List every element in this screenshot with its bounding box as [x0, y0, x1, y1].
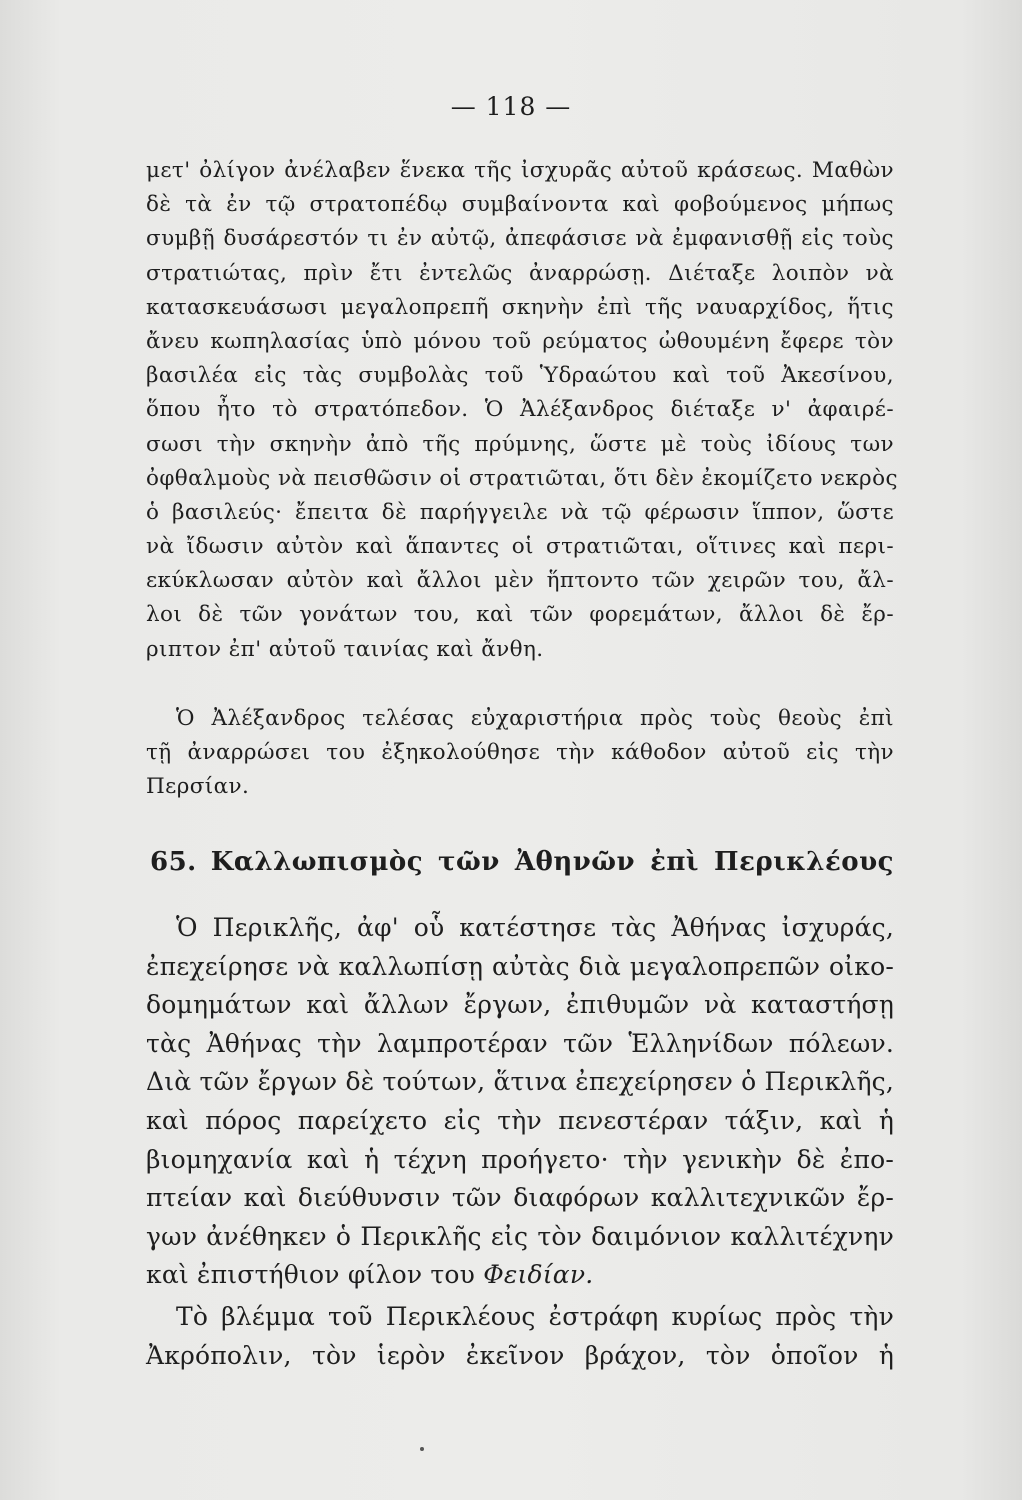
text-line: Ὁ Ἀλέξανδρος τελέσας εὐχαριστήρια πρὸς τοὺς θεοὺς ἐπὶ [176, 706, 894, 731]
section-heading [150, 840, 894, 884]
text-line: στρατιώτας, πρὶν ἔτι ἐντελῶς ἀναρρώσῃ. Διέταξε λοιπὸν νὰ [146, 260, 894, 286]
text-line: ὅπου ἦτο τὸ στρατόπεδον. Ὁ Ἀλέξανδρος διέταξε ν' ἀφαιρέ- [146, 397, 894, 423]
text-line: ἐπεχείρησε νὰ καλλωπίσῃ αὐτὰς διὰ μεγαλοπρεπῶν οἰκο- [146, 951, 894, 981]
text-line: νὰ ἴδωσιν αὐτὸν καὶ ἅπαντες οἱ στρατιῶται, οἵτινες καὶ περι- [146, 534, 894, 560]
text-line: ριπτον ἐπ' αὐτοῦ ταινίας καὶ ἄνθη. [146, 636, 544, 662]
text-line: πτείαν καὶ διεύθυνσιν τῶν διαφόρων καλλιτεχνικῶν ἔρ- [146, 1183, 894, 1213]
text-line: δομημάτων καὶ ἄλλων ἔργων, ἐπιθυμῶν νὰ καταστήσῃ [146, 990, 894, 1020]
text-line: συμβῇ δυσάρεστόν τι ἐν αὐτῷ, ἀπεφάσισε νὰ ἐμφανισθῇ εἰς τοὺς [146, 226, 894, 252]
text-line: μετ' ὀλίγον ἀνέλαβεν ἕνεκα τῆς ἰσχυρᾶς αὐτοῦ κράσεως. Μαθὼν [146, 158, 894, 183]
text-line: καὶ πόρος παρείχετο εἰς τὴν πενεστέραν τάξιν, καὶ ἡ [146, 1105, 894, 1135]
text-line: γων ἀνέθηκεν ὁ Περικλῆς εἰς τὸν δαιμόνιον καλλιτέχνην [146, 1221, 894, 1251]
text-line [146, 1256, 894, 1295]
text-line: Ὁ Περικλῆς, ἀφ' οὗ κατέστησε τὰς Ἀθήνας ἰσχυράς, [176, 913, 894, 942]
ink-speck [420, 1447, 424, 1451]
paragraph-acropolis [146, 1298, 894, 1375]
text-line: κατασκευάσωσι μεγαλοπρεπῆ σκηνὴν ἐπὶ τῆς ναυαρχίδος, ἥτις [146, 294, 894, 320]
paragraph-alexander-thanksgiving [146, 702, 894, 805]
text-fragment: καὶ ἐπιστήθιον φίλον του [146, 1260, 476, 1290]
section-title: Καλλωπισμὸς τῶν Ἀθηνῶν ἐπὶ Περικλέους [210, 847, 894, 877]
text-line: Ἀκρόπολιν, τὸν ἱερὸν ἐκεῖνον βράχον, τὸν ὁποῖον ἡ [146, 1340, 894, 1370]
text-line: ὁ βασιλεύς· ἔπειτα δὲ παρήγγειλε νὰ τῷ φέρωσιν ἵππον, ὥστε [146, 499, 894, 525]
text-line: τῇ ἀναρρώσει του ἐξηκολούθησε τὴν κάθοδον αὐτοῦ εἰς τὴν [146, 740, 894, 766]
text-line: Περσίαν. [146, 774, 250, 800]
paragraph-alexander-recovery [146, 154, 898, 667]
text-line: βασιλέα εἰς τὰς συμβολὰς τοῦ Ὑδραώτου καὶ τοῦ Ἀκεσίνου, [146, 363, 894, 389]
text-line: εκύκλωσαν αὐτὸν καὶ ἄλλοι μὲν ἥπτοντο τῶν χειρῶν του, ἄλ- [146, 568, 894, 594]
text-line: τὰς Ἀθήνας τὴν λαμπροτέραν τῶν Ἑλληνίδων πόλεων. [146, 1028, 894, 1058]
paragraph-pericles-works [146, 909, 894, 1295]
italic-name-pheidias: Φειδίαν. [483, 1260, 594, 1290]
text-line: λοι δὲ τῶν γονάτων του, καὶ τῶν φορεμάτων, ἄλλοι δὲ ἔρ- [146, 602, 894, 628]
text-line: Τὸ βλέμμα τοῦ Περικλέους ἐστράφη κυρίως πρὸς τὴν [176, 1302, 894, 1331]
text-line: δὲ τὰ ἐν τῷ στρατοπέδῳ συμβαίνοντα καὶ φοβούμενος μήπως [146, 192, 894, 218]
section-number: 65. [150, 847, 197, 877]
text-line: σωσι τὴν σκηνὴν ἀπὸ τῆς πρύμνης, ὥστε μὲ τοὺς ἰδίους των [146, 431, 894, 457]
text-line: ὀφθαλμοὺς νὰ πεισθῶσιν οἱ στρατιῶται, ὅτι δὲν ἐκομίζετο νεκρὸς [146, 465, 898, 491]
text-line: ἄνευ κωπηλασίας ὑπὸ μόνου τοῦ ρεύματος ὠθουμένη ἔφερε τὸν [146, 328, 894, 354]
text-line: βιομηχανία καὶ ἡ τέχνη προήγετο· τὴν γενικὴν δὲ ἐπο- [146, 1144, 894, 1174]
page-number: — 118 — [450, 92, 572, 121]
text-line: Διὰ τῶν ἔργων δὲ τούτων, ἅτινα ἐπεχείρησεν ὁ Περικλῆς, [146, 1067, 894, 1097]
